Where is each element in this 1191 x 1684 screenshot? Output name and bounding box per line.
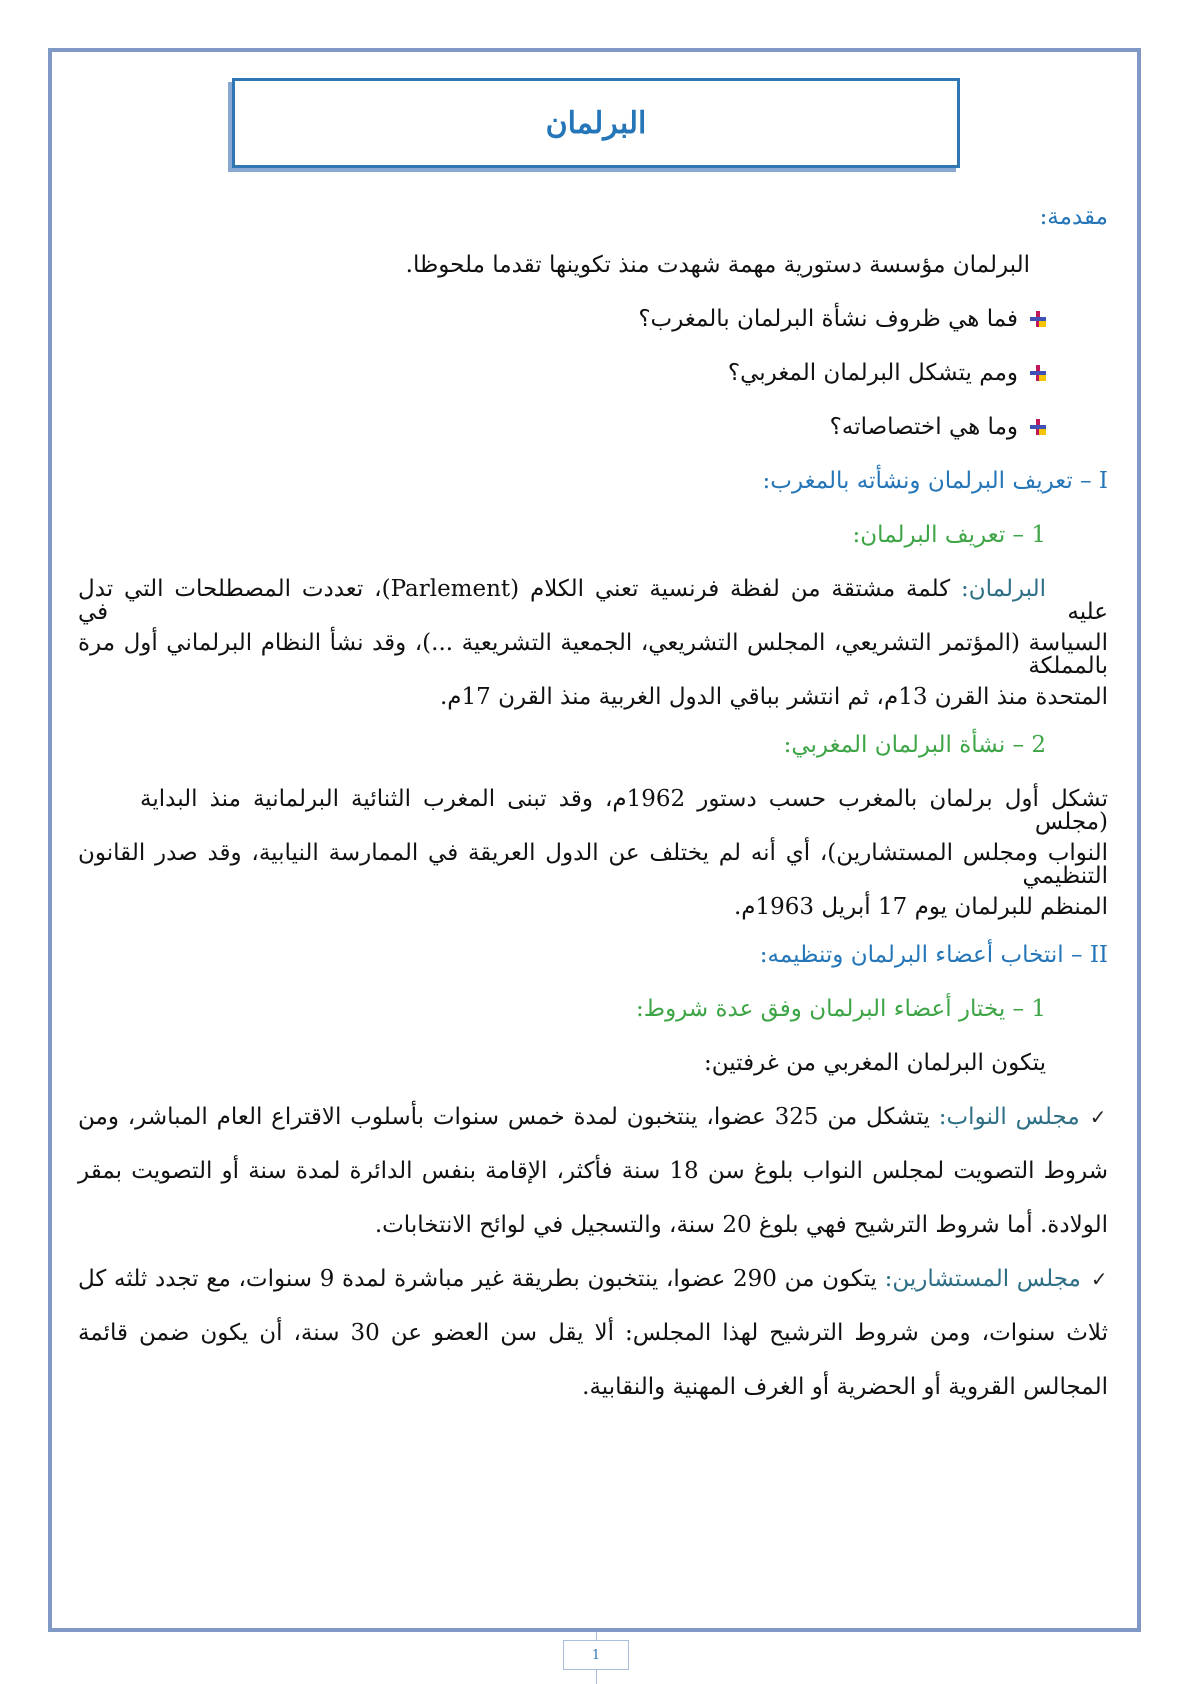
paragraph-line: النواب ومجلس المستشارين)، أي أنه لم يختلف عن الدول العريقة في الممارسة النيابية، وقد صدر القانون التنظيمي [78, 840, 1108, 889]
question-item: ومم يتشكل البرلمان المغربي؟ [728, 362, 1046, 385]
subsection-1-1-heading: 1 – تعريف البرلمان: [852, 522, 1046, 548]
checkmark-icon: ✓ [1090, 1267, 1109, 1291]
bullet-icon [1030, 311, 1046, 327]
paragraph-line: الولادة. أما شروط الترشيح فهي بلوغ 20 سنة، والتسجيل في لوائح الانتخابات. [374, 1212, 1108, 1238]
page-title: البرلمان [545, 105, 647, 141]
subsection-2-1-heading: 1 – يختار أعضاء البرلمان وفق عدة شروط: [636, 996, 1046, 1022]
subsection-1-2-heading: 2 – نشأة البرلمان المغربي: [783, 732, 1046, 758]
page-number: 1 [563, 1640, 629, 1670]
paragraph-line: ✓مجلس النواب: يتشكل من 325 عضوا، ينتخبون لمدة خمس سنوات بأسلوب الاقتراع العام المباشر، ومن [78, 1104, 1108, 1130]
bullet-icon [1030, 365, 1046, 381]
question-item: وما هي اختصاصاته؟ [830, 416, 1046, 439]
paragraph-line: المتحدة منذ القرن 13م، ثم انتشر بباقي الدول الغربية منذ القرن 17م. [439, 684, 1108, 710]
title-box [232, 78, 960, 168]
intro-heading: مقدمة: [1039, 204, 1108, 230]
section-2-heading: II – انتخاب أعضاء البرلمان وتنظيمه: [759, 942, 1108, 968]
paragraph-line: المجالس القروية أو الحضرية أو الغرف المهنية والنقابية. [582, 1374, 1108, 1400]
intro-text: البرلمان مؤسسة دستورية مهمة شهدت منذ تكوينها تقدما ملحوظا. [405, 252, 1030, 278]
chambers-intro: يتكون البرلمان المغربي من غرفتين: [703, 1050, 1046, 1076]
paragraph-line: المنظم للبرلمان يوم 17 أبريل 1963م. [733, 894, 1108, 920]
paragraph-line: ✓مجلس المستشارين: يتكون من 290 عضوا، ينتخبون بطريقة غير مباشرة لمدة 9 سنوات، مع تجدد ثلثه كل [78, 1266, 1109, 1292]
paragraph-line: تشكل أول برلمان بالمغرب حسب دستور 1962م، وقد تبنى المغرب الثنائية البرلمانية منذ البداية (مجلس [140, 786, 1108, 835]
section-1-heading: I – تعريف البرلمان ونشأته بالمغرب: [762, 468, 1108, 494]
paragraph-line: شروط التصويت لمجلس النواب بلوغ سن 18 سنة فأكثر، الإقامة بنفس الدائرة لمدة سنة أو التصويت بمقر [78, 1158, 1109, 1184]
checkmark-icon: ✓ [1089, 1105, 1108, 1129]
paragraph-line: البرلمان: كلمة مشتقة من لفظة فرنسية تعني الكلام (Parlement)، تعددت المصطلحات التي تدل عليه في [78, 576, 1108, 625]
bullet-icon [1030, 419, 1046, 435]
question-item: فما هي ظروف نشأة البرلمان بالمغرب؟ [638, 308, 1046, 331]
paragraph-line: ثلاث سنوات، ومن شروط الترشيح لهذا المجلس: ألا يقل سن العضو عن 30 سنة، أن يكون ضمن قائمة [78, 1320, 1108, 1346]
paragraph-line: السياسة (المؤتمر التشريعي، المجلس التشريعي، الجمعية التشريعية ...)، وقد نشأ النظام البرلماني أول مرة بالمملكة [78, 630, 1108, 679]
